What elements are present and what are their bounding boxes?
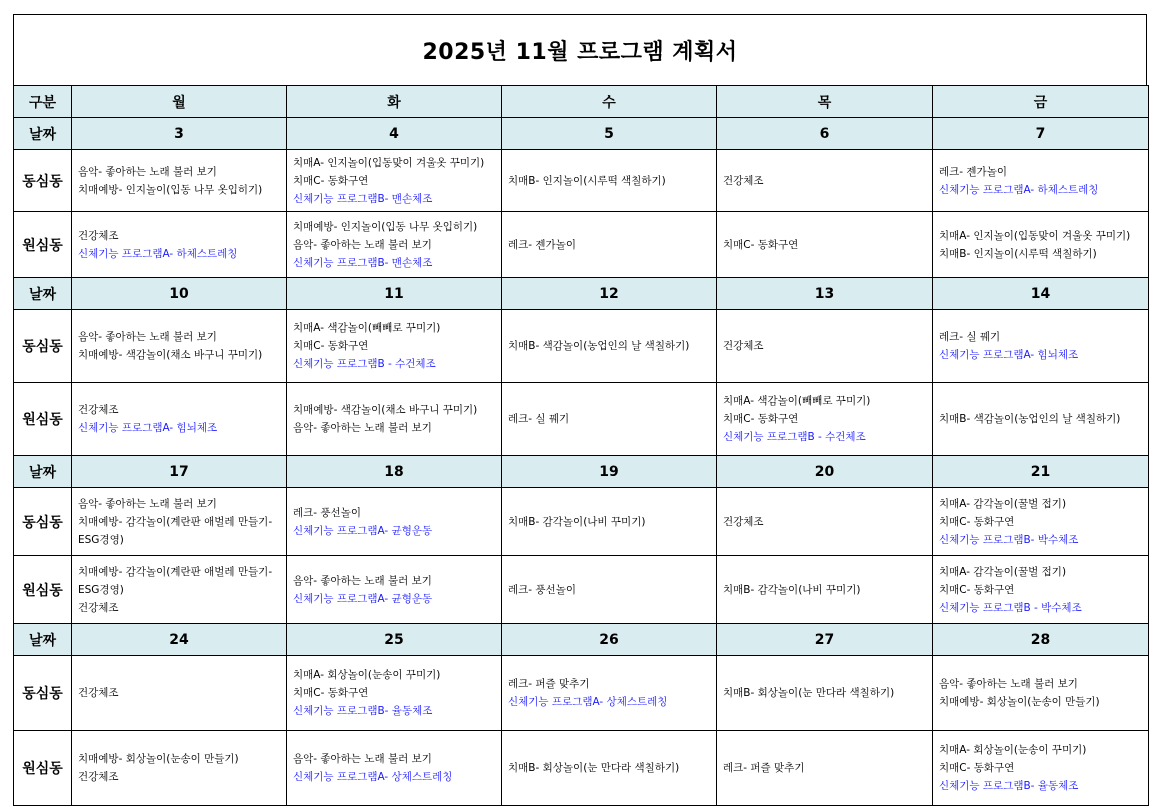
schedule-row	[14, 212, 1149, 278]
program-cell-fri	[933, 556, 1149, 624]
program-cell-wed	[502, 383, 717, 456]
program-item: 건강체조	[723, 174, 764, 187]
page-title: 2025년 11월 프로그램 계획서	[422, 39, 738, 65]
program-item: 치매B- 인지놀이(시루떡 색칠하기)	[939, 247, 1097, 260]
program-cell-fri	[933, 488, 1149, 556]
date-row	[14, 118, 1149, 150]
program-cell-wed	[502, 488, 717, 556]
program-item: 치매B- 인지놀이(시루떡 색칠하기)	[508, 174, 666, 187]
program-item: 건강체조	[723, 515, 764, 528]
program-cell-fri	[933, 310, 1149, 383]
program-cell-tue	[287, 731, 502, 806]
program-item: 건강체조	[78, 771, 119, 783]
program-cell-thu	[717, 731, 933, 806]
program-item: 음악- 좋아하는 노래 불러 보기	[78, 331, 217, 343]
date-cell-wed: 26	[502, 624, 717, 656]
program-item: 치매예방- 회상놀이(눈송이 만들기)	[78, 753, 239, 765]
physical-program-item: 신체기능 프로그램A- 상체스트레칭	[508, 696, 668, 708]
program-item: 치매B- 색감놀이(농업인의 날 색칠하기)	[508, 340, 690, 352]
program-cell-mon	[72, 556, 287, 624]
program-cell-fri	[933, 656, 1149, 731]
date-cell-wed: 12	[502, 278, 717, 310]
program-item: 치매C- 동화구연	[293, 340, 369, 352]
group-label: 동심동	[14, 488, 72, 556]
program-cell-wed	[502, 212, 717, 278]
date-cell-wed: 19	[502, 456, 717, 488]
program-item: 음악- 좋아하는 노래 불러 보기	[78, 497, 217, 510]
date-cell-mon: 10	[72, 278, 287, 310]
program-cell-wed	[502, 656, 717, 731]
program-item: 치매C- 동화구연	[939, 583, 1015, 596]
date-row	[14, 624, 1149, 656]
program-cell-mon	[72, 731, 287, 806]
program-item: 치매예방- 감각놀이(계란판 애벌레 만들기- ESG경영)	[78, 515, 273, 546]
program-item: 치매C- 동화구연	[723, 413, 799, 425]
program-item: 치매C- 동화구연	[939, 515, 1015, 528]
program-item: 치매A- 색감놀이(빼빼로 꾸미기)	[723, 395, 871, 407]
program-item: 치매C- 동화구연	[723, 238, 799, 251]
date-row-label: 날짜	[14, 624, 72, 656]
program-item: 레크- 퍼즐 맞추기	[508, 678, 590, 690]
program-item: 치매A- 인지놀이(입동맞이 겨울옷 꾸미기)	[939, 229, 1131, 242]
date-cell-mon: 3	[72, 118, 287, 150]
program-item: 건강체조	[78, 229, 119, 242]
schedule-row	[14, 656, 1149, 731]
date-cell-fri: 28	[933, 624, 1149, 656]
title-box	[13, 14, 1147, 85]
physical-program-item: 신체기능 프로그램B- 박수체조	[939, 533, 1079, 546]
program-cell-tue	[287, 212, 502, 278]
physical-program-item: 신체기능 프로그램A- 하체스트레칭	[78, 247, 238, 260]
program-cell-tue	[287, 383, 502, 456]
physical-program-item: 신체기능 프로그램B - 수건체조	[293, 358, 436, 370]
program-cell-thu	[717, 556, 933, 624]
program-cell-mon	[72, 150, 287, 212]
program-cell-tue	[287, 556, 502, 624]
schedule-table	[13, 85, 1149, 806]
date-cell-mon: 17	[72, 456, 287, 488]
program-item: 레크- 풍선놀이	[293, 506, 361, 519]
program-item: 음악- 좋아하는 노래 불러 보기	[293, 574, 432, 587]
date-row	[14, 278, 1149, 310]
physical-program-item: 신체기능 프로그램A- 하체스트레칭	[939, 183, 1099, 196]
schedule-row	[14, 383, 1149, 456]
header-day-wed: 수	[502, 86, 717, 118]
program-item: 치매B- 회상놀이(눈 만다라 색칠하기)	[723, 687, 895, 699]
program-item: 치매B- 회상놀이(눈 만다라 색칠하기)	[508, 762, 680, 774]
schedule-row	[14, 488, 1149, 556]
header-day-fri: 금	[933, 86, 1149, 118]
date-cell-thu: 20	[717, 456, 933, 488]
date-row-label: 날짜	[14, 118, 72, 150]
group-label: 동심동	[14, 656, 72, 731]
physical-program-item: 신체기능 프로그램A- 균형운동	[293, 592, 433, 605]
program-item: 치매A- 감각놀이(꿀벌 접기)	[939, 565, 1067, 578]
program-cell-fri	[933, 731, 1149, 806]
date-cell-mon: 24	[72, 624, 287, 656]
program-item: 치매C- 동화구연	[939, 762, 1015, 774]
program-item: 치매A- 색감놀이(빼빼로 꾸미기)	[293, 322, 441, 334]
program-item: 치매예방- 회상놀이(눈송이 만들기)	[939, 696, 1100, 708]
program-item: 치매B- 색감놀이(농업인의 날 색칠하기)	[939, 413, 1121, 425]
program-item: 음악- 좋아하는 노래 불러 보기	[939, 678, 1078, 690]
physical-program-item: 신체기능 프로그램A- 힘뇌체조	[78, 422, 218, 434]
header-day-mon: 월	[72, 86, 287, 118]
program-cell-wed	[502, 310, 717, 383]
date-cell-tue: 25	[287, 624, 502, 656]
program-cell-tue	[287, 150, 502, 212]
program-cell-mon	[72, 212, 287, 278]
program-item: 치매C- 동화구연	[293, 174, 369, 187]
program-item: 건강체조	[723, 340, 764, 352]
program-item: 치매예방- 인지놀이(입동 나무 옷입히기)	[293, 220, 478, 233]
physical-program-item: 신체기능 프로그램B - 수건체조	[723, 431, 866, 443]
physical-program-item: 신체기능 프로그램B- 맨손체조	[293, 256, 433, 269]
date-cell-thu: 6	[717, 118, 933, 150]
program-item: 레크- 젠가놀이	[508, 238, 576, 251]
program-cell-mon	[72, 310, 287, 383]
schedule-row	[14, 556, 1149, 624]
physical-program-item: 신체기능 프로그램A- 균형운동	[293, 524, 433, 537]
program-item: 치매B- 감각놀이(나비 꾸미기)	[508, 515, 646, 528]
program-item: 레크- 실 꿰기	[508, 413, 570, 425]
program-item: 음악- 좋아하는 노래 불러 보기	[293, 753, 432, 765]
date-cell-tue: 4	[287, 118, 502, 150]
date-cell-fri: 7	[933, 118, 1149, 150]
program-cell-fri	[933, 212, 1149, 278]
program-item: 레크- 퍼즐 맞추기	[723, 762, 805, 774]
program-item: 음악- 좋아하는 노래 불러 보기	[293, 238, 432, 251]
date-row	[14, 456, 1149, 488]
program-item: 건강체조	[78, 687, 119, 699]
header-day-thu: 목	[717, 86, 933, 118]
physical-program-item: 신체기능 프로그램B- 맨손체조	[293, 192, 433, 205]
physical-program-item: 신체기능 프로그램A- 상체스트레칭	[293, 771, 453, 783]
physical-program-item: 신체기능 프로그램B- 율동체조	[939, 780, 1079, 792]
program-item: 음악- 좋아하는 노래 불러 보기	[78, 165, 217, 178]
program-item: 음악- 좋아하는 노래 불러 보기	[293, 422, 432, 434]
program-item: 건강체조	[78, 601, 119, 614]
group-label: 동심동	[14, 310, 72, 383]
date-row-label: 날짜	[14, 456, 72, 488]
program-cell-tue	[287, 310, 502, 383]
group-label: 원심동	[14, 212, 72, 278]
program-item: 치매예방- 색감놀이(채소 바구니 꾸미기)	[293, 404, 478, 416]
program-cell-thu	[717, 656, 933, 731]
group-label: 원심동	[14, 383, 72, 456]
program-cell-tue	[287, 488, 502, 556]
program-item: 레크- 젠가놀이	[939, 165, 1007, 178]
date-cell-tue: 11	[287, 278, 502, 310]
date-cell-fri: 21	[933, 456, 1149, 488]
program-cell-thu	[717, 488, 933, 556]
schedule-row	[14, 310, 1149, 383]
program-cell-thu	[717, 383, 933, 456]
schedule-row	[14, 150, 1149, 212]
program-item: 치매A- 회상놀이(눈송이 꾸미기)	[293, 669, 441, 681]
program-plan-document	[13, 14, 1147, 806]
program-item: 레크- 실 꿰기	[939, 331, 1001, 343]
program-cell-wed	[502, 150, 717, 212]
program-item: 건강체조	[78, 404, 119, 416]
program-cell-fri	[933, 150, 1149, 212]
program-cell-fri	[933, 383, 1149, 456]
date-row-label: 날짜	[14, 278, 72, 310]
program-item: 치매A- 감각놀이(꿀벌 접기)	[939, 497, 1067, 510]
program-cell-thu	[717, 212, 933, 278]
date-cell-wed: 5	[502, 118, 717, 150]
program-item: 레크- 풍선놀이	[508, 583, 576, 596]
date-cell-thu: 13	[717, 278, 933, 310]
schedule-table-body	[14, 86, 1149, 806]
group-label: 원심동	[14, 556, 72, 624]
program-item: 치매C- 동화구연	[293, 687, 369, 699]
date-cell-fri: 14	[933, 278, 1149, 310]
physical-program-item: 신체기능 프로그램B - 박수체조	[939, 601, 1082, 614]
program-cell-tue	[287, 656, 502, 731]
program-item: 치매예방- 색감놀이(채소 바구니 꾸미기)	[78, 349, 263, 361]
schedule-row	[14, 731, 1149, 806]
header-category: 구분	[14, 86, 72, 118]
program-item: 치매예방- 감각놀이(계란판 애벌레 만들기- ESG경영)	[78, 565, 273, 596]
program-item: 치매A- 인지놀이(입동맞이 겨울옷 꾸미기)	[293, 156, 485, 169]
header-row	[14, 86, 1149, 118]
group-label: 동심동	[14, 150, 72, 212]
date-cell-tue: 18	[287, 456, 502, 488]
program-cell-mon	[72, 656, 287, 731]
program-cell-wed	[502, 731, 717, 806]
program-cell-thu	[717, 310, 933, 383]
physical-program-item: 신체기능 프로그램B- 율동체조	[293, 705, 433, 717]
date-cell-thu: 27	[717, 624, 933, 656]
program-cell-thu	[717, 150, 933, 212]
physical-program-item: 신체기능 프로그램A- 힘뇌체조	[939, 349, 1079, 361]
program-item: 치매예방- 인지놀이(입동 나무 옷입히기)	[78, 183, 263, 196]
program-cell-mon	[72, 488, 287, 556]
program-cell-mon	[72, 383, 287, 456]
group-label: 원심동	[14, 731, 72, 806]
program-item: 치매A- 회상놀이(눈송이 꾸미기)	[939, 744, 1087, 756]
header-day-tue: 화	[287, 86, 502, 118]
program-item: 치매B- 감각놀이(나비 꾸미기)	[723, 583, 861, 596]
program-cell-wed	[502, 556, 717, 624]
